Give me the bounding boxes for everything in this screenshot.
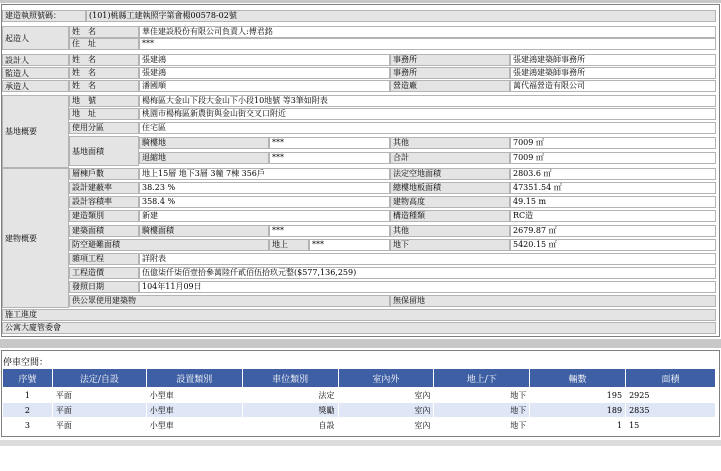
bldg-arcade-label: 騎樓面積: [139, 225, 269, 237]
cell-area: 2835: [626, 403, 716, 418]
bldg-area-label: 建築面積: [69, 225, 139, 237]
legal-open-value: 2803.6 ㎡: [510, 168, 716, 180]
height-value: 49.15 m: [510, 196, 716, 208]
table-row: [3, 388, 716, 403]
cell-space-type: 獎勵: [242, 403, 338, 418]
structure-value: RC造: [510, 210, 716, 222]
designer-office-value: 張建鴻建築師事務所: [510, 54, 716, 66]
site-area-label: 基地面積: [69, 136, 139, 166]
col-header-no: 序號: [3, 369, 53, 388]
construction-progress-label: 施工進度: [2, 309, 716, 321]
col-header-level: 地上/下: [434, 369, 530, 388]
owner-addr-label: 住 址: [69, 38, 139, 50]
owner-name-value: 華佳建設股份有限公司負責人:傅君銘: [139, 26, 716, 38]
site-setback-label: 退縮地: [139, 152, 269, 164]
cell-space-type: 法定: [242, 388, 338, 403]
parking-title: 停車空間：: [3, 358, 49, 368]
cell-indoor: 室內: [338, 403, 434, 418]
designer-name-value: 張建鴻: [139, 54, 390, 66]
cell-indoor: 室內: [338, 388, 434, 403]
cell-area: 2925: [626, 388, 716, 403]
coverage-label: 設計建蔽率: [69, 182, 139, 194]
col-header-area: 面積: [626, 369, 716, 388]
contractor-office-label: 營造廠: [390, 80, 510, 92]
cell-space-type: 自設: [242, 418, 338, 433]
site-arcade-value: ***: [269, 137, 390, 149]
misc-label: 雜項工程: [69, 253, 139, 265]
cell-category: 小型車: [146, 418, 242, 433]
cell-level: 地下: [434, 388, 530, 403]
table-row: [3, 418, 716, 433]
col-header-count: 輛數: [530, 369, 626, 388]
cell-area: 15: [626, 418, 716, 433]
shelter-below-label: 地下: [390, 239, 510, 251]
bldg-arcade-value: ***: [269, 225, 390, 237]
bldg-other-value: 2679.87 ㎡: [510, 225, 716, 237]
top-scroll-bar: [0, 0, 721, 3]
committee-label: 公寓大廈管委會: [2, 322, 716, 334]
site-total-value: 7009 ㎡: [510, 152, 716, 164]
contractor-office-value: 萬代福營造有限公司: [510, 80, 716, 92]
site-section-label: 基地概要: [2, 95, 69, 168]
floor-area-value: 47351.54 ㎡: [510, 182, 716, 194]
shelter-above-label: 地上: [269, 239, 309, 251]
type-label: 建造類別: [69, 210, 139, 222]
owner-section-label: 起造人: [2, 26, 69, 50]
cost-label: 工程造價: [69, 267, 139, 279]
supervisor-name-label: 姓 名: [69, 67, 139, 79]
designer-section-label: 設計人: [2, 54, 69, 66]
col-header-indoor: 室內外: [338, 369, 434, 388]
cell-legal: 平面: [52, 388, 146, 403]
bldg-other-label: 其他: [390, 225, 510, 237]
floors-value: 地上15層 地下3層 3幢 7棟 356戶: [139, 168, 390, 180]
shelter-below-value: 5420.15 ㎡: [510, 239, 716, 251]
site-setback-value: ***: [269, 152, 390, 164]
designer-office-label: 事務所: [390, 54, 510, 66]
cell-count: 1: [530, 418, 626, 433]
owner-name-label: 姓 名: [69, 26, 139, 38]
far-value: 358.4 %: [139, 196, 390, 208]
site-arcade-label: 騎樓地: [139, 137, 269, 149]
cell-level: 地下: [434, 418, 530, 433]
cell-no: 2: [3, 403, 53, 418]
designer-name-label: 姓 名: [69, 54, 139, 66]
structure-label: 構造種類: [390, 210, 510, 222]
contractor-name-label: 姓 名: [69, 80, 139, 92]
cell-legal: 平面: [52, 403, 146, 418]
cell-no: 3: [3, 418, 53, 433]
supervisor-name-value: 張建鴻: [139, 67, 390, 79]
license-value: (101)桃縣工建執照字第會楊00578-02號: [86, 10, 716, 22]
site-other-label: 其他: [390, 137, 510, 149]
owner-addr-value: ***: [139, 38, 716, 50]
license-label: 建造執照號碼：: [2, 10, 86, 22]
type-value: 新建: [139, 210, 390, 222]
cell-no: 1: [3, 388, 53, 403]
site-zone-value: 住宅區: [139, 122, 716, 134]
misc-value: 詳附表: [139, 253, 716, 265]
contractor-section-label: 承造人: [2, 80, 69, 92]
site-addr-label: 地 址: [69, 108, 139, 120]
parking-header-row: [3, 369, 716, 388]
date-value: 104年11月09日: [139, 281, 716, 293]
site-addr-value: 桃園市楊梅區新農街與金山街交叉口附近: [139, 108, 716, 120]
coverage-value: 38.23 %: [139, 182, 390, 194]
section-separator: [0, 339, 721, 348]
floors-label: 層棟戶數: [69, 168, 139, 180]
public-use-label: 供公眾使用建築物: [69, 295, 390, 307]
date-label: 發照日期: [69, 281, 139, 293]
supervisor-office-value: 張建鴻建築師事務所: [510, 67, 716, 79]
bottom-scroll-bar: [0, 440, 721, 446]
supervisor-office-label: 事務所: [390, 67, 510, 79]
site-lot-label: 地 號: [69, 95, 139, 107]
height-label: 建物高度: [390, 196, 510, 208]
contractor-name-value: 潘國順: [139, 80, 390, 92]
cost-value: 伍億柒仟柒佰壹拾參萬陸仟貳佰伍拾玖元整($577,136,259): [139, 267, 716, 279]
site-lot-value: 楊梅區大金山下段大金山下小段10地號 等3筆如附表: [139, 95, 716, 107]
col-header-category: 設置類別: [146, 369, 242, 388]
shelter-above-value: ***: [309, 239, 390, 251]
cell-legal: 平面: [52, 418, 146, 433]
site-other-value: 7009 ㎡: [510, 137, 716, 149]
reserved-land-label: 無保留地: [390, 295, 716, 307]
parking-table: [2, 368, 716, 433]
col-header-space-type: 車位類別: [242, 369, 338, 388]
supervisor-section-label: 監造人: [2, 67, 69, 79]
building-section-label: 建物概要: [2, 168, 69, 308]
legal-open-label: 法定空地面積: [390, 168, 510, 180]
cell-count: 195: [530, 388, 626, 403]
floor-area-label: 總樓地板面積: [390, 182, 510, 194]
far-label: 設計容積率: [69, 196, 139, 208]
cell-level: 地下: [434, 403, 530, 418]
cell-category: 小型車: [146, 388, 242, 403]
cell-category: 小型車: [146, 403, 242, 418]
shelter-label: 防空避難面積: [69, 239, 269, 251]
cell-indoor: 室內: [338, 418, 434, 433]
site-zone-label: 使用分區: [69, 122, 139, 134]
cell-count: 189: [530, 403, 626, 418]
col-header-legal: 法定/自設: [52, 369, 146, 388]
site-total-label: 合計: [390, 152, 510, 164]
table-row: [3, 403, 716, 418]
